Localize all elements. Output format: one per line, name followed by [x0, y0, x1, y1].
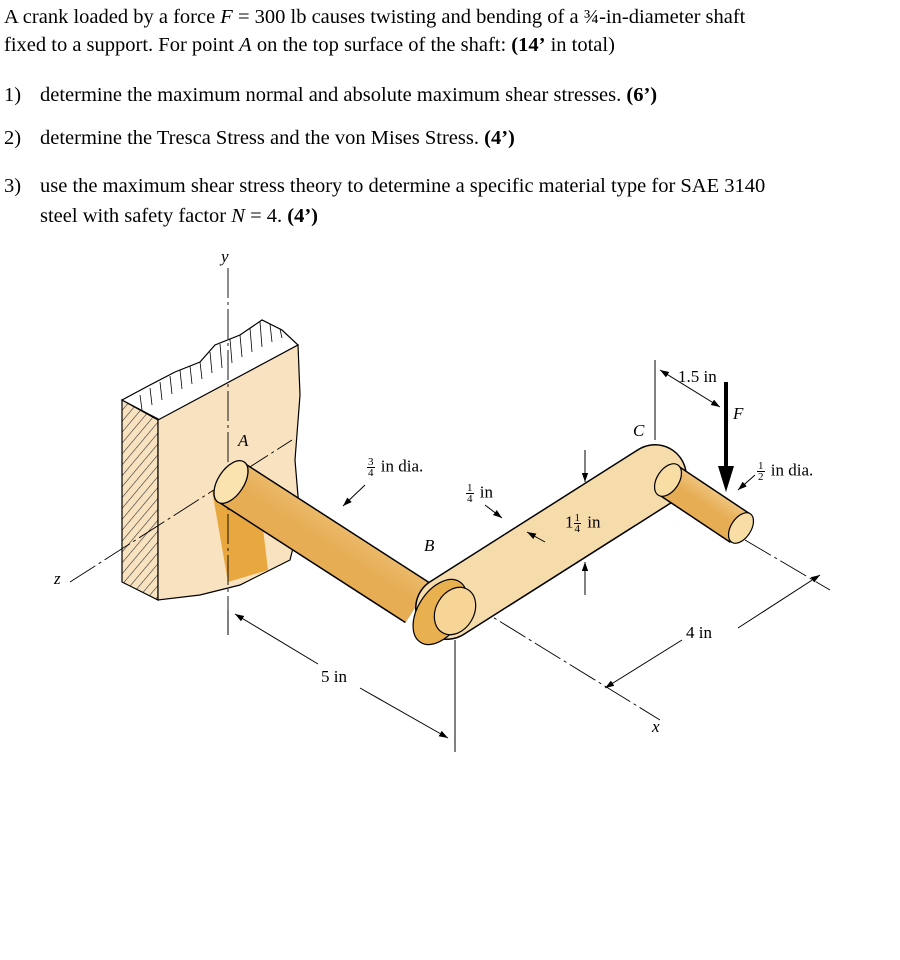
- problem-line-2: [4, 31, 615, 59]
- question-text: determine the maximum normal and absolute maximum shear stresses.: [40, 84, 627, 106]
- whole: 1: [565, 512, 574, 532]
- question-number: 2): [4, 127, 22, 149]
- question-text: determine the Tresca Stress and the von Mises Stress.: [40, 127, 485, 149]
- support-wall: [122, 320, 300, 600]
- x-axis-label: x: [652, 717, 660, 736]
- total-points: (14’: [511, 34, 546, 56]
- denominator: 2: [758, 471, 764, 483]
- question-text: = 4.: [244, 205, 288, 227]
- crank-drawing: [0, 240, 900, 780]
- y-axis-label: y: [221, 247, 229, 266]
- text: on the top surface of the shaft:: [251, 34, 512, 56]
- arm-length-dimension: 4 in: [686, 623, 712, 642]
- force-label: F: [733, 404, 744, 423]
- numerator: 3: [368, 456, 374, 468]
- numerator: 1: [758, 460, 764, 472]
- unit: in: [479, 482, 493, 502]
- force-arrow: [718, 382, 734, 492]
- unit: in dia.: [770, 460, 814, 480]
- variable-n: N: [231, 205, 245, 227]
- text: A crank loaded by a force: [4, 6, 221, 28]
- z-axis-label: z: [54, 569, 61, 588]
- crank-diagram: [0, 240, 900, 780]
- numerator: 1: [574, 512, 580, 524]
- question-points: (4’): [484, 127, 515, 149]
- question-3-continued: [40, 201, 318, 231]
- numerator: 1: [467, 482, 473, 494]
- question-points: (4’): [287, 205, 318, 227]
- question-number: 1): [4, 84, 22, 106]
- question-3: [4, 171, 765, 201]
- pin-diameter-label: [757, 461, 813, 482]
- question-text: use the maximum shear stress theory to determine a specific material type for SAE 3140: [40, 175, 766, 197]
- question-number: 3): [4, 175, 22, 197]
- variable-f: F: [220, 6, 233, 28]
- point-b-label: B: [424, 536, 435, 555]
- question-1: [4, 80, 657, 110]
- point-a-label: A: [238, 431, 249, 450]
- question-points: (6’): [626, 84, 658, 106]
- point-c-label: C: [633, 421, 645, 440]
- denominator: 4: [368, 467, 374, 479]
- text: in total): [545, 34, 615, 56]
- unit: in: [587, 512, 601, 532]
- question-2: [4, 123, 515, 153]
- problem-line-1: [4, 3, 745, 31]
- text: = 300 lb causes twisting and bending of a ¾-in-diameter shaft: [232, 6, 746, 28]
- variable-a: A: [239, 34, 252, 56]
- shaft-diameter-label: [367, 457, 423, 478]
- arm-thickness-label: [466, 483, 493, 504]
- crank-arm: [402, 476, 655, 654]
- denominator: 4: [574, 523, 580, 535]
- unit: in dia.: [380, 456, 424, 476]
- offset-dimension: 1.5 in: [678, 367, 717, 386]
- arm-width-label: [565, 513, 600, 534]
- question-text: steel with safety factor: [40, 205, 232, 227]
- text: fixed to a support. For point: [4, 34, 240, 56]
- shaft-length-dimension: 5 in: [321, 667, 347, 686]
- denominator: 4: [467, 493, 473, 505]
